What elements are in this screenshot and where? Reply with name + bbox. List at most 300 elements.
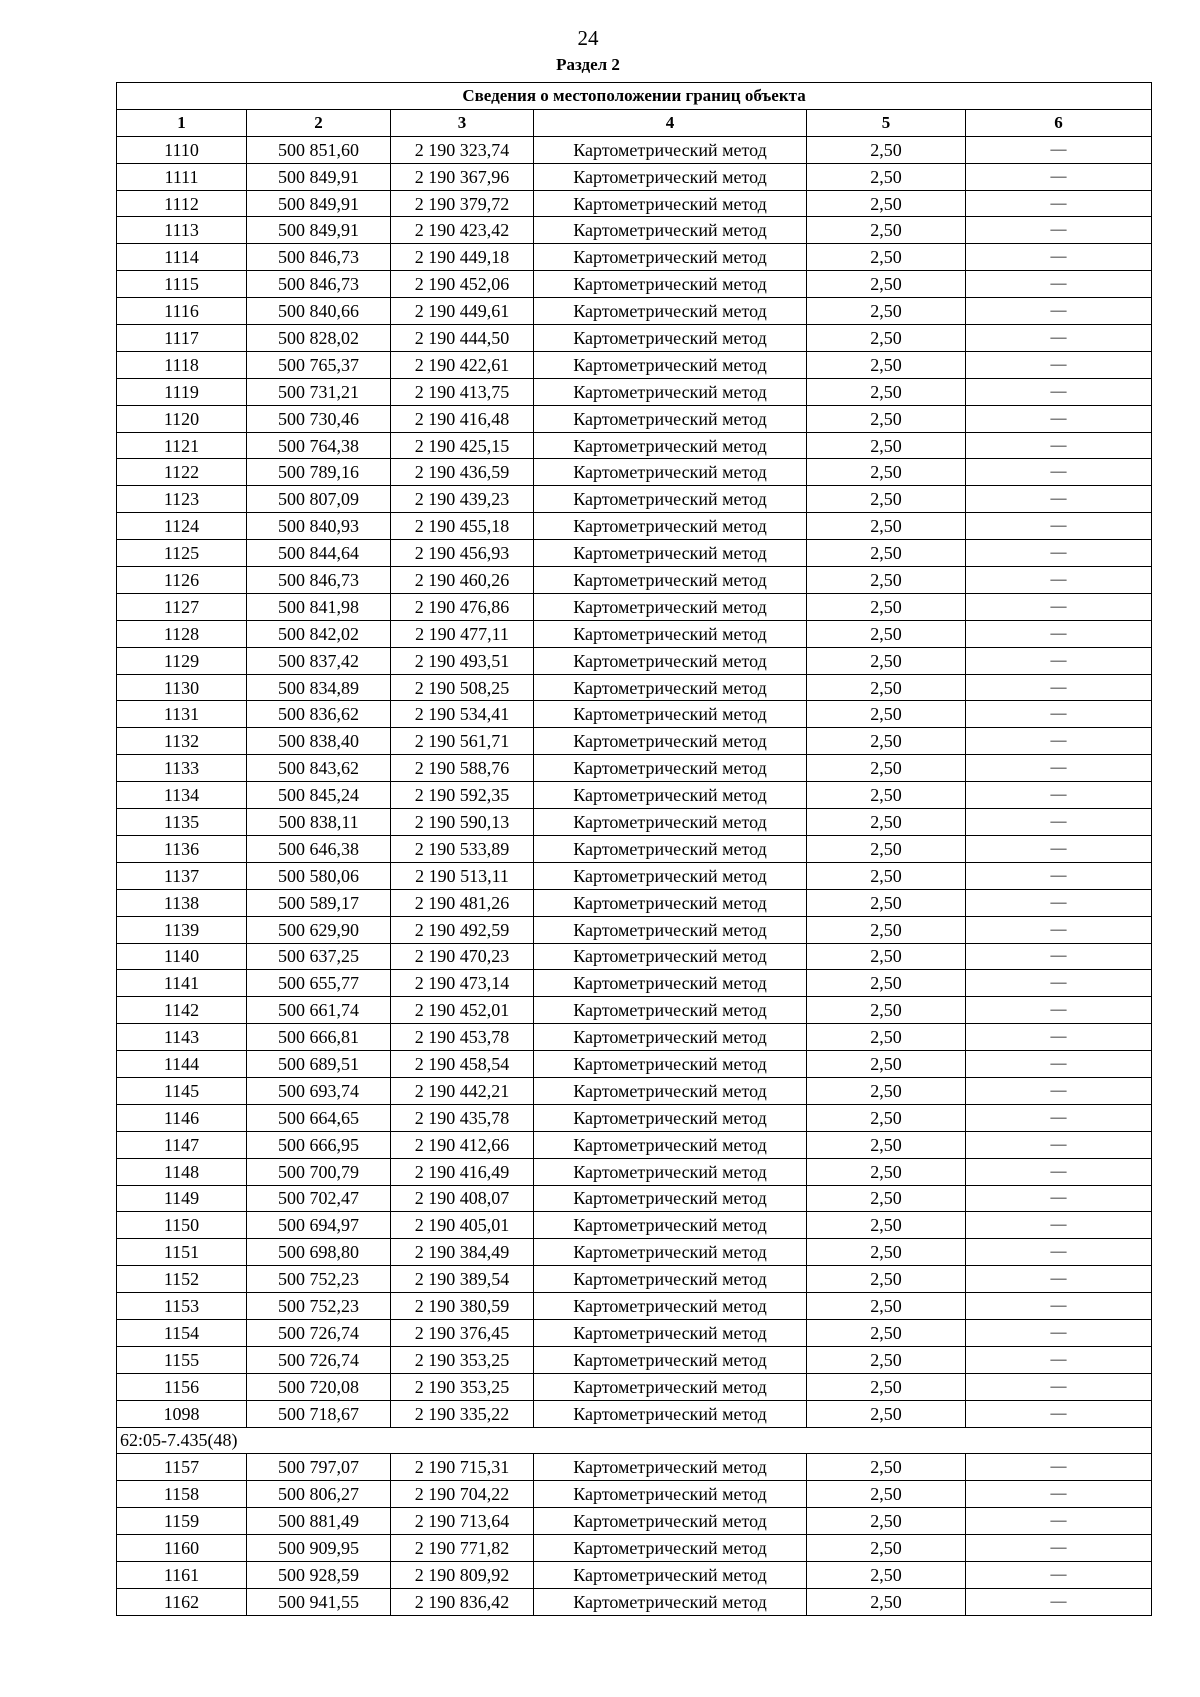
y-coordinate-cell: 2 190 473,14 [391,970,534,997]
y-coordinate-cell: 2 190 389,54 [391,1266,534,1293]
description-cell: — [966,163,1152,190]
method-cell: Картометрический метод [534,728,807,755]
table-row [117,997,1152,1024]
accuracy-cell: 2,50 [807,1131,966,1158]
point-number-cell: 1160 [117,1535,247,1562]
x-coordinate-cell: 500 845,24 [247,782,391,809]
method-cell: Картометрический метод [534,1239,807,1266]
x-coordinate-cell: 500 589,17 [247,889,391,916]
method-cell: Картометрический метод [534,1481,807,1508]
method-cell: Картометрический метод [534,1373,807,1400]
table-row [117,1077,1152,1104]
table-row [117,298,1152,325]
method-cell: Картометрический метод [534,513,807,540]
table-row [117,1481,1152,1508]
point-number-cell: 1159 [117,1508,247,1535]
table-row [117,943,1152,970]
accuracy-cell: 2,50 [807,862,966,889]
method-cell: Картометрический метод [534,674,807,701]
method-cell: Картометрический метод [534,835,807,862]
description-cell: — [966,1535,1152,1562]
method-cell: Картометрический метод [534,378,807,405]
x-coordinate-cell: 500 629,90 [247,916,391,943]
x-coordinate-cell: 500 941,55 [247,1588,391,1615]
x-coordinate-cell: 500 834,89 [247,674,391,701]
accuracy-cell: 2,50 [807,459,966,486]
accuracy-cell: 2,50 [807,1481,966,1508]
column-number-3: 3 [391,109,534,136]
description-cell: — [966,997,1152,1024]
accuracy-cell: 2,50 [807,1185,966,1212]
table-row [117,486,1152,513]
y-coordinate-cell: 2 190 323,74 [391,136,534,163]
x-coordinate-cell: 500 689,51 [247,1051,391,1078]
method-cell: Картометрический метод [534,1454,807,1481]
x-coordinate-cell: 500 851,60 [247,136,391,163]
point-number-cell: 1129 [117,647,247,674]
table-row [117,540,1152,567]
y-coordinate-cell: 2 190 836,42 [391,1588,534,1615]
y-coordinate-cell: 2 190 771,82 [391,1535,534,1562]
method-cell: Картометрический метод [534,997,807,1024]
y-coordinate-cell: 2 190 713,64 [391,1508,534,1535]
accuracy-cell: 2,50 [807,943,966,970]
method-cell: Картометрический метод [534,1158,807,1185]
table-row [117,1158,1152,1185]
group-header-row [117,1427,1152,1454]
description-cell: — [966,1077,1152,1104]
x-coordinate-cell: 500 838,40 [247,728,391,755]
method-cell: Картометрический метод [534,459,807,486]
accuracy-cell: 2,50 [807,1077,966,1104]
table-row [117,163,1152,190]
table-row [117,1266,1152,1293]
y-coordinate-cell: 2 190 715,31 [391,1454,534,1481]
point-number-cell: 1131 [117,701,247,728]
accuracy-cell: 2,50 [807,889,966,916]
x-coordinate-cell: 500 764,38 [247,432,391,459]
accuracy-cell: 2,50 [807,1212,966,1239]
table-row [117,674,1152,701]
table-row [117,1454,1152,1481]
table-row [117,1024,1152,1051]
table-row [117,1131,1152,1158]
y-coordinate-cell: 2 190 353,25 [391,1346,534,1373]
description-cell: — [966,190,1152,217]
point-number-cell: 1117 [117,325,247,352]
accuracy-cell: 2,50 [807,271,966,298]
description-cell: — [966,567,1152,594]
point-number-cell: 1133 [117,755,247,782]
method-cell: Картометрический метод [534,271,807,298]
point-number-cell: 1116 [117,298,247,325]
description-cell: — [966,1266,1152,1293]
method-cell: Картометрический метод [534,1266,807,1293]
method-cell: Картометрический метод [534,862,807,889]
method-cell: Картометрический метод [534,1588,807,1615]
accuracy-cell: 2,50 [807,217,966,244]
point-number-cell: 1112 [117,190,247,217]
accuracy-cell: 2,50 [807,1024,966,1051]
x-coordinate-cell: 500 846,73 [247,244,391,271]
description-cell: — [966,647,1152,674]
accuracy-cell: 2,50 [807,970,966,997]
table-row [117,620,1152,647]
x-coordinate-cell: 500 666,81 [247,1024,391,1051]
description-cell: — [966,513,1152,540]
accuracy-cell: 2,50 [807,1239,966,1266]
point-number-cell: 1134 [117,782,247,809]
table-row [117,459,1152,486]
table-row [117,1346,1152,1373]
description-cell: — [966,970,1152,997]
accuracy-cell: 2,50 [807,1373,966,1400]
x-coordinate-cell: 500 752,23 [247,1293,391,1320]
y-coordinate-cell: 2 190 493,51 [391,647,534,674]
description-cell: — [966,540,1152,567]
point-number-cell: 1123 [117,486,247,513]
x-coordinate-cell: 500 909,95 [247,1535,391,1562]
description-cell: — [966,1454,1152,1481]
point-number-cell: 1144 [117,1051,247,1078]
y-coordinate-cell: 2 190 476,86 [391,593,534,620]
x-coordinate-cell: 500 840,66 [247,298,391,325]
y-coordinate-cell: 2 190 444,50 [391,325,534,352]
point-number-cell: 1126 [117,567,247,594]
accuracy-cell: 2,50 [807,701,966,728]
description-cell: — [966,1212,1152,1239]
point-number-cell: 1147 [117,1131,247,1158]
y-coordinate-cell: 2 190 408,07 [391,1185,534,1212]
x-coordinate-cell: 500 700,79 [247,1158,391,1185]
accuracy-cell: 2,50 [807,835,966,862]
point-number-cell: 1125 [117,540,247,567]
x-coordinate-cell: 500 837,42 [247,647,391,674]
method-cell: Картометрический метод [534,190,807,217]
point-number-cell: 1122 [117,459,247,486]
accuracy-cell: 2,50 [807,1051,966,1078]
column-number-6: 6 [966,109,1152,136]
accuracy-cell: 2,50 [807,1293,966,1320]
table-row [117,1293,1152,1320]
accuracy-cell: 2,50 [807,136,966,163]
point-number-cell: 1110 [117,136,247,163]
group-label: 62:05-7.435(48) [117,1427,1152,1454]
method-cell: Картометрический метод [534,136,807,163]
point-number-cell: 1157 [117,1454,247,1481]
y-coordinate-cell: 2 190 508,25 [391,674,534,701]
x-coordinate-cell: 500 828,02 [247,325,391,352]
table-row [117,136,1152,163]
point-number-cell: 1138 [117,889,247,916]
y-coordinate-cell: 2 190 376,45 [391,1319,534,1346]
accuracy-cell: 2,50 [807,755,966,782]
y-coordinate-cell: 2 190 592,35 [391,782,534,809]
accuracy-cell: 2,50 [807,432,966,459]
x-coordinate-cell: 500 841,98 [247,593,391,620]
description-cell: — [966,809,1152,836]
x-coordinate-cell: 500 844,64 [247,540,391,567]
table-row [117,190,1152,217]
table-caption: Сведения о местоположении границ объекта [117,83,1152,110]
table-body [117,136,1152,1615]
description-cell: — [966,755,1152,782]
method-cell: Картометрический метод [534,889,807,916]
accuracy-cell: 2,50 [807,1319,966,1346]
y-coordinate-cell: 2 190 423,42 [391,217,534,244]
method-cell: Картометрический метод [534,405,807,432]
table-row [117,889,1152,916]
column-number-1: 1 [117,109,247,136]
description-cell: — [966,244,1152,271]
y-coordinate-cell: 2 190 809,92 [391,1561,534,1588]
accuracy-cell: 2,50 [807,351,966,378]
x-coordinate-cell: 500 661,74 [247,997,391,1024]
description-cell: — [966,1293,1152,1320]
description-cell: — [966,1481,1152,1508]
y-coordinate-cell: 2 190 477,11 [391,620,534,647]
x-coordinate-cell: 500 843,62 [247,755,391,782]
description-cell: — [966,405,1152,432]
point-number-cell: 1153 [117,1293,247,1320]
y-coordinate-cell: 2 190 353,25 [391,1373,534,1400]
y-coordinate-cell: 2 190 513,11 [391,862,534,889]
description-cell: — [966,674,1152,701]
table-row [117,862,1152,889]
point-number-cell: 1151 [117,1239,247,1266]
y-coordinate-cell: 2 190 481,26 [391,889,534,916]
y-coordinate-cell: 2 190 436,59 [391,459,534,486]
table-row [117,701,1152,728]
point-number-cell: 1162 [117,1588,247,1615]
point-number-cell: 1141 [117,970,247,997]
description-cell: — [966,1024,1152,1051]
x-coordinate-cell: 500 789,16 [247,459,391,486]
description-cell: — [966,782,1152,809]
table-row [117,835,1152,862]
y-coordinate-cell: 2 190 335,22 [391,1400,534,1427]
accuracy-cell: 2,50 [807,513,966,540]
description-cell: — [966,728,1152,755]
description-cell: — [966,593,1152,620]
point-number-cell: 1155 [117,1346,247,1373]
x-coordinate-cell: 500 655,77 [247,970,391,997]
page-number: 24 [577,26,599,50]
method-cell: Картометрический метод [534,701,807,728]
y-coordinate-cell: 2 190 492,59 [391,916,534,943]
accuracy-cell: 2,50 [807,647,966,674]
x-coordinate-cell: 500 881,49 [247,1508,391,1535]
method-cell: Картометрический метод [534,163,807,190]
point-number-cell: 1154 [117,1319,247,1346]
accuracy-cell: 2,50 [807,378,966,405]
y-coordinate-cell: 2 190 425,15 [391,432,534,459]
description-cell: — [966,298,1152,325]
point-number-cell: 1142 [117,997,247,1024]
x-coordinate-cell: 500 836,62 [247,701,391,728]
method-cell: Картометрический метод [534,620,807,647]
table-row [117,1319,1152,1346]
y-coordinate-cell: 2 190 435,78 [391,1104,534,1131]
point-number-cell: 1130 [117,674,247,701]
description-cell: — [966,136,1152,163]
y-coordinate-cell: 2 190 456,93 [391,540,534,567]
accuracy-cell: 2,50 [807,567,966,594]
method-cell: Картометрический метод [534,432,807,459]
y-coordinate-cell: 2 190 367,96 [391,163,534,190]
point-number-cell: 1143 [117,1024,247,1051]
accuracy-cell: 2,50 [807,1561,966,1588]
x-coordinate-cell: 500 846,73 [247,271,391,298]
method-cell: Картометрический метод [534,970,807,997]
x-coordinate-cell: 500 637,25 [247,943,391,970]
method-cell: Картометрический метод [534,916,807,943]
y-coordinate-cell: 2 190 533,89 [391,835,534,862]
method-cell: Картометрический метод [534,1561,807,1588]
method-cell: Картометрический метод [534,1024,807,1051]
y-coordinate-cell: 2 190 416,48 [391,405,534,432]
x-coordinate-cell: 500 666,95 [247,1131,391,1158]
point-number-cell: 1114 [117,244,247,271]
description-cell: — [966,701,1152,728]
point-number-cell: 1161 [117,1561,247,1588]
point-number-cell: 1132 [117,728,247,755]
description-cell: — [966,1346,1152,1373]
y-coordinate-cell: 2 190 405,01 [391,1212,534,1239]
description-cell: — [966,1104,1152,1131]
accuracy-cell: 2,50 [807,1158,966,1185]
y-coordinate-cell: 2 190 416,49 [391,1158,534,1185]
y-coordinate-cell: 2 190 590,13 [391,809,534,836]
description-cell: — [966,1508,1152,1535]
point-number-cell: 1120 [117,405,247,432]
point-number-cell: 1139 [117,916,247,943]
point-number-cell: 1149 [117,1185,247,1212]
x-coordinate-cell: 500 693,74 [247,1077,391,1104]
y-coordinate-cell: 2 190 453,78 [391,1024,534,1051]
y-coordinate-cell: 2 190 460,26 [391,567,534,594]
y-coordinate-cell: 2 190 413,75 [391,378,534,405]
method-cell: Картометрический метод [534,1212,807,1239]
description-cell: — [966,1131,1152,1158]
table-row [117,1185,1152,1212]
accuracy-cell: 2,50 [807,325,966,352]
point-number-cell: 1098 [117,1400,247,1427]
y-coordinate-cell: 2 190 449,61 [391,298,534,325]
x-coordinate-cell: 500 726,74 [247,1319,391,1346]
description-cell: — [966,916,1152,943]
point-number-cell: 1128 [117,620,247,647]
point-number-cell: 1118 [117,351,247,378]
description-cell: — [966,889,1152,916]
description-cell: — [966,1373,1152,1400]
method-cell: Картометрический метод [534,486,807,513]
x-coordinate-cell: 500 849,91 [247,190,391,217]
table-row [117,1561,1152,1588]
table-row [117,351,1152,378]
description-cell: — [966,1588,1152,1615]
description-cell: — [966,943,1152,970]
table-row [117,970,1152,997]
x-coordinate-cell: 500 807,09 [247,486,391,513]
table-row [117,1104,1152,1131]
accuracy-cell: 2,50 [807,1588,966,1615]
description-cell: — [966,1561,1152,1588]
point-number-cell: 1152 [117,1266,247,1293]
description-cell: — [966,486,1152,513]
accuracy-cell: 2,50 [807,486,966,513]
method-cell: Картометрический метод [534,217,807,244]
point-number-cell: 1135 [117,809,247,836]
y-coordinate-cell: 2 190 442,21 [391,1077,534,1104]
x-coordinate-cell: 500 765,37 [247,351,391,378]
method-cell: Картометрический метод [534,1319,807,1346]
x-coordinate-cell: 500 846,73 [247,567,391,594]
y-coordinate-cell: 2 190 704,22 [391,1481,534,1508]
description-cell: — [966,378,1152,405]
point-number-cell: 1156 [117,1373,247,1400]
point-number-cell: 1115 [117,271,247,298]
y-coordinate-cell: 2 190 534,41 [391,701,534,728]
x-coordinate-cell: 500 849,91 [247,163,391,190]
method-cell: Картометрический метод [534,351,807,378]
point-number-cell: 1148 [117,1158,247,1185]
table-row [117,809,1152,836]
accuracy-cell: 2,50 [807,190,966,217]
method-cell: Картометрический метод [534,755,807,782]
table-row [117,405,1152,432]
description-cell: — [966,620,1152,647]
x-coordinate-cell: 500 806,27 [247,1481,391,1508]
point-number-cell: 1158 [117,1481,247,1508]
accuracy-cell: 2,50 [807,1346,966,1373]
table-row [117,782,1152,809]
column-number-5: 5 [807,109,966,136]
method-cell: Картометрический метод [534,593,807,620]
point-number-cell: 1150 [117,1212,247,1239]
column-number-2: 2 [247,109,391,136]
point-number-cell: 1119 [117,378,247,405]
method-cell: Картометрический метод [534,1185,807,1212]
method-cell: Картометрический метод [534,1535,807,1562]
point-number-cell: 1121 [117,432,247,459]
point-number-cell: 1136 [117,835,247,862]
accuracy-cell: 2,50 [807,1266,966,1293]
description-cell: — [966,325,1152,352]
table-row [117,217,1152,244]
method-cell: Картометрический метод [534,1077,807,1104]
description-cell: — [966,459,1152,486]
description-cell: — [966,1158,1152,1185]
x-coordinate-cell: 500 720,08 [247,1373,391,1400]
point-number-cell: 1140 [117,943,247,970]
x-coordinate-cell: 500 694,97 [247,1212,391,1239]
accuracy-cell: 2,50 [807,540,966,567]
table-row [117,1239,1152,1266]
table-row [117,378,1152,405]
table-row [117,916,1152,943]
method-cell: Картометрический метод [534,1104,807,1131]
table-row [117,647,1152,674]
x-coordinate-cell: 500 702,47 [247,1185,391,1212]
y-coordinate-cell: 2 190 439,23 [391,486,534,513]
description-cell: — [966,271,1152,298]
x-coordinate-cell: 500 730,46 [247,405,391,432]
accuracy-cell: 2,50 [807,1454,966,1481]
method-cell: Картометрический метод [534,1400,807,1427]
accuracy-cell: 2,50 [807,1400,966,1427]
description-cell: — [966,835,1152,862]
